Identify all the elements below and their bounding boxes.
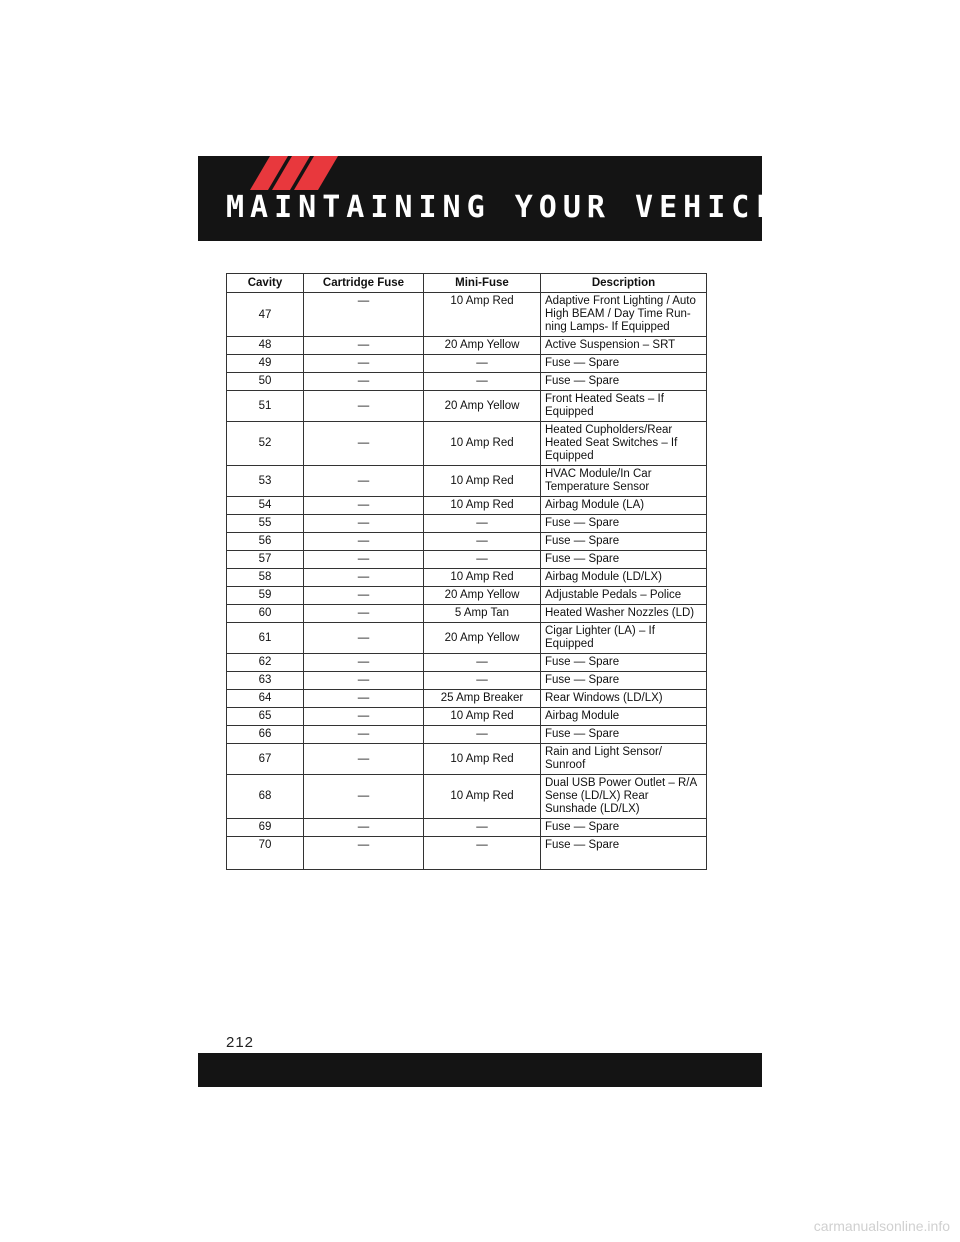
table-row: [227, 605, 707, 623]
cell-cartridge-fuse: —: [304, 533, 424, 551]
table-row: [227, 391, 707, 422]
cell-cavity: 47: [227, 293, 304, 337]
cell-description: Fuse — Spare: [541, 551, 707, 569]
cell-description: Fuse — Spare: [541, 726, 707, 744]
cell-description: Airbag Module (LA): [541, 497, 707, 515]
cell-cavity: 57: [227, 551, 304, 569]
cell-cartridge-fuse: —: [304, 391, 424, 422]
cell-description: Dual USB Power Outlet – R/A Sense (LD/LX) Rear Sunshade (LD/LX): [541, 775, 707, 819]
watermark: carmanualsonline.info: [813, 1218, 950, 1234]
cell-cavity: 52: [227, 422, 304, 466]
cell-mini-fuse: 10 Amp Red: [424, 422, 541, 466]
cell-cartridge-fuse: —: [304, 605, 424, 623]
cell-cartridge-fuse: —: [304, 337, 424, 355]
fuse-table: [226, 273, 707, 870]
cell-description: Cigar Lighter (LA) – If Equipped: [541, 623, 707, 654]
cell-mini-fuse: 10 Amp Red: [424, 775, 541, 819]
table-row: [227, 654, 707, 672]
cell-cavity: 60: [227, 605, 304, 623]
column-header-cavity: Cavity: [227, 274, 304, 293]
cell-mini-fuse: —: [424, 515, 541, 533]
fuse-table-body: [227, 293, 707, 870]
cell-cartridge-fuse: —: [304, 355, 424, 373]
table-row: [227, 690, 707, 708]
cell-description: Adjustable Pedals – Police: [541, 587, 707, 605]
cell-description: Heated Cupholders/Rear Heated Seat Switches – If Equipped: [541, 422, 707, 466]
cell-cartridge-fuse: —: [304, 654, 424, 672]
cell-mini-fuse: —: [424, 672, 541, 690]
cell-cavity: 68: [227, 775, 304, 819]
cell-mini-fuse: 5 Amp Tan: [424, 605, 541, 623]
table-row: [227, 744, 707, 775]
cell-cavity: 53: [227, 466, 304, 497]
cell-description: Front Heated Seats – If Equipped: [541, 391, 707, 422]
column-header-cartridge-fuse: Cartridge Fuse: [304, 274, 424, 293]
table-row: [227, 587, 707, 605]
table-row: [227, 293, 707, 337]
cell-cavity: 61: [227, 623, 304, 654]
table-row: [227, 708, 707, 726]
cell-mini-fuse: —: [424, 533, 541, 551]
cell-cavity: 67: [227, 744, 304, 775]
cell-cartridge-fuse: —: [304, 726, 424, 744]
section-title: MAINTAINING YOUR VEHICLE: [226, 190, 804, 225]
cell-cavity: 50: [227, 373, 304, 391]
cell-cartridge-fuse: —: [304, 497, 424, 515]
table-row: [227, 337, 707, 355]
cell-description: Fuse — Spare: [541, 515, 707, 533]
cell-description: Adaptive Front Lighting / Auto High BEAM / Day Time Run- ning Lamps- If Equipped: [541, 293, 707, 337]
cell-description: Active Suspension – SRT: [541, 337, 707, 355]
cell-cartridge-fuse: —: [304, 708, 424, 726]
cell-cartridge-fuse: —: [304, 837, 424, 870]
cell-cartridge-fuse: —: [304, 819, 424, 837]
cell-description: Airbag Module: [541, 708, 707, 726]
cell-cavity: 64: [227, 690, 304, 708]
cell-cavity: 54: [227, 497, 304, 515]
cell-description: Fuse — Spare: [541, 672, 707, 690]
cell-description: Fuse — Spare: [541, 837, 707, 870]
cell-mini-fuse: —: [424, 726, 541, 744]
cell-mini-fuse: 20 Amp Yellow: [424, 391, 541, 422]
cell-cartridge-fuse: —: [304, 373, 424, 391]
cell-cartridge-fuse: —: [304, 775, 424, 819]
cell-cavity: 65: [227, 708, 304, 726]
cell-cartridge-fuse: —: [304, 623, 424, 654]
cell-description: Fuse — Spare: [541, 355, 707, 373]
cell-mini-fuse: 10 Amp Red: [424, 293, 541, 337]
table-row: [227, 672, 707, 690]
cell-mini-fuse: —: [424, 837, 541, 870]
cell-cartridge-fuse: —: [304, 587, 424, 605]
cell-cavity: 66: [227, 726, 304, 744]
cell-cavity: 56: [227, 533, 304, 551]
cell-mini-fuse: 10 Amp Red: [424, 466, 541, 497]
cell-description: Fuse — Spare: [541, 533, 707, 551]
cell-cartridge-fuse: —: [304, 466, 424, 497]
table-row: [227, 726, 707, 744]
table-row: [227, 466, 707, 497]
cell-cavity: 69: [227, 819, 304, 837]
table-row: [227, 775, 707, 819]
table-row: [227, 533, 707, 551]
cell-description: Fuse — Spare: [541, 654, 707, 672]
footer-bar: [198, 1053, 762, 1087]
column-header-mini-fuse: Mini-Fuse: [424, 274, 541, 293]
cell-cavity: 59: [227, 587, 304, 605]
cell-description: Heated Washer Nozzles (LD): [541, 605, 707, 623]
cell-mini-fuse: —: [424, 355, 541, 373]
table-row: [227, 422, 707, 466]
cell-mini-fuse: 10 Amp Red: [424, 497, 541, 515]
table-row: [227, 551, 707, 569]
cell-mini-fuse: —: [424, 551, 541, 569]
cell-cartridge-fuse: —: [304, 569, 424, 587]
cell-cartridge-fuse: —: [304, 744, 424, 775]
cell-description: Fuse — Spare: [541, 373, 707, 391]
table-row: [227, 497, 707, 515]
cell-cartridge-fuse: —: [304, 293, 424, 337]
column-header-description: Description: [541, 274, 707, 293]
table-header-row: [227, 274, 707, 293]
cell-cartridge-fuse: —: [304, 551, 424, 569]
table-row: [227, 373, 707, 391]
cell-cavity: 49: [227, 355, 304, 373]
cell-cavity: 48: [227, 337, 304, 355]
cell-cartridge-fuse: —: [304, 672, 424, 690]
table-row: [227, 623, 707, 654]
cell-mini-fuse: 10 Amp Red: [424, 744, 541, 775]
cell-description: Rain and Light Sensor/ Sunroof: [541, 744, 707, 775]
cell-cavity: 62: [227, 654, 304, 672]
cell-cavity: 70: [227, 837, 304, 870]
cell-description: Airbag Module (LD/LX): [541, 569, 707, 587]
table-row: [227, 819, 707, 837]
cell-mini-fuse: —: [424, 654, 541, 672]
table-row: [227, 355, 707, 373]
page-number: 212: [226, 1034, 255, 1051]
cell-cavity: 51: [227, 391, 304, 422]
cell-description: Rear Windows (LD/LX): [541, 690, 707, 708]
table-row: [227, 569, 707, 587]
cell-description: Fuse — Spare: [541, 819, 707, 837]
cell-description: HVAC Module/In Car Temperature Sensor: [541, 466, 707, 497]
cell-mini-fuse: 10 Amp Red: [424, 569, 541, 587]
cell-cartridge-fuse: —: [304, 690, 424, 708]
cell-cartridge-fuse: —: [304, 422, 424, 466]
cell-mini-fuse: —: [424, 373, 541, 391]
cell-mini-fuse: —: [424, 819, 541, 837]
cell-cavity: 55: [227, 515, 304, 533]
table-row: [227, 515, 707, 533]
cell-cavity: 58: [227, 569, 304, 587]
cell-mini-fuse: 20 Amp Yellow: [424, 587, 541, 605]
cell-cartridge-fuse: —: [304, 515, 424, 533]
cell-mini-fuse: 20 Amp Yellow: [424, 623, 541, 654]
table-row: [227, 837, 707, 870]
cell-mini-fuse: 25 Amp Breaker: [424, 690, 541, 708]
cell-cavity: 63: [227, 672, 304, 690]
cell-mini-fuse: 10 Amp Red: [424, 708, 541, 726]
cell-mini-fuse: 20 Amp Yellow: [424, 337, 541, 355]
